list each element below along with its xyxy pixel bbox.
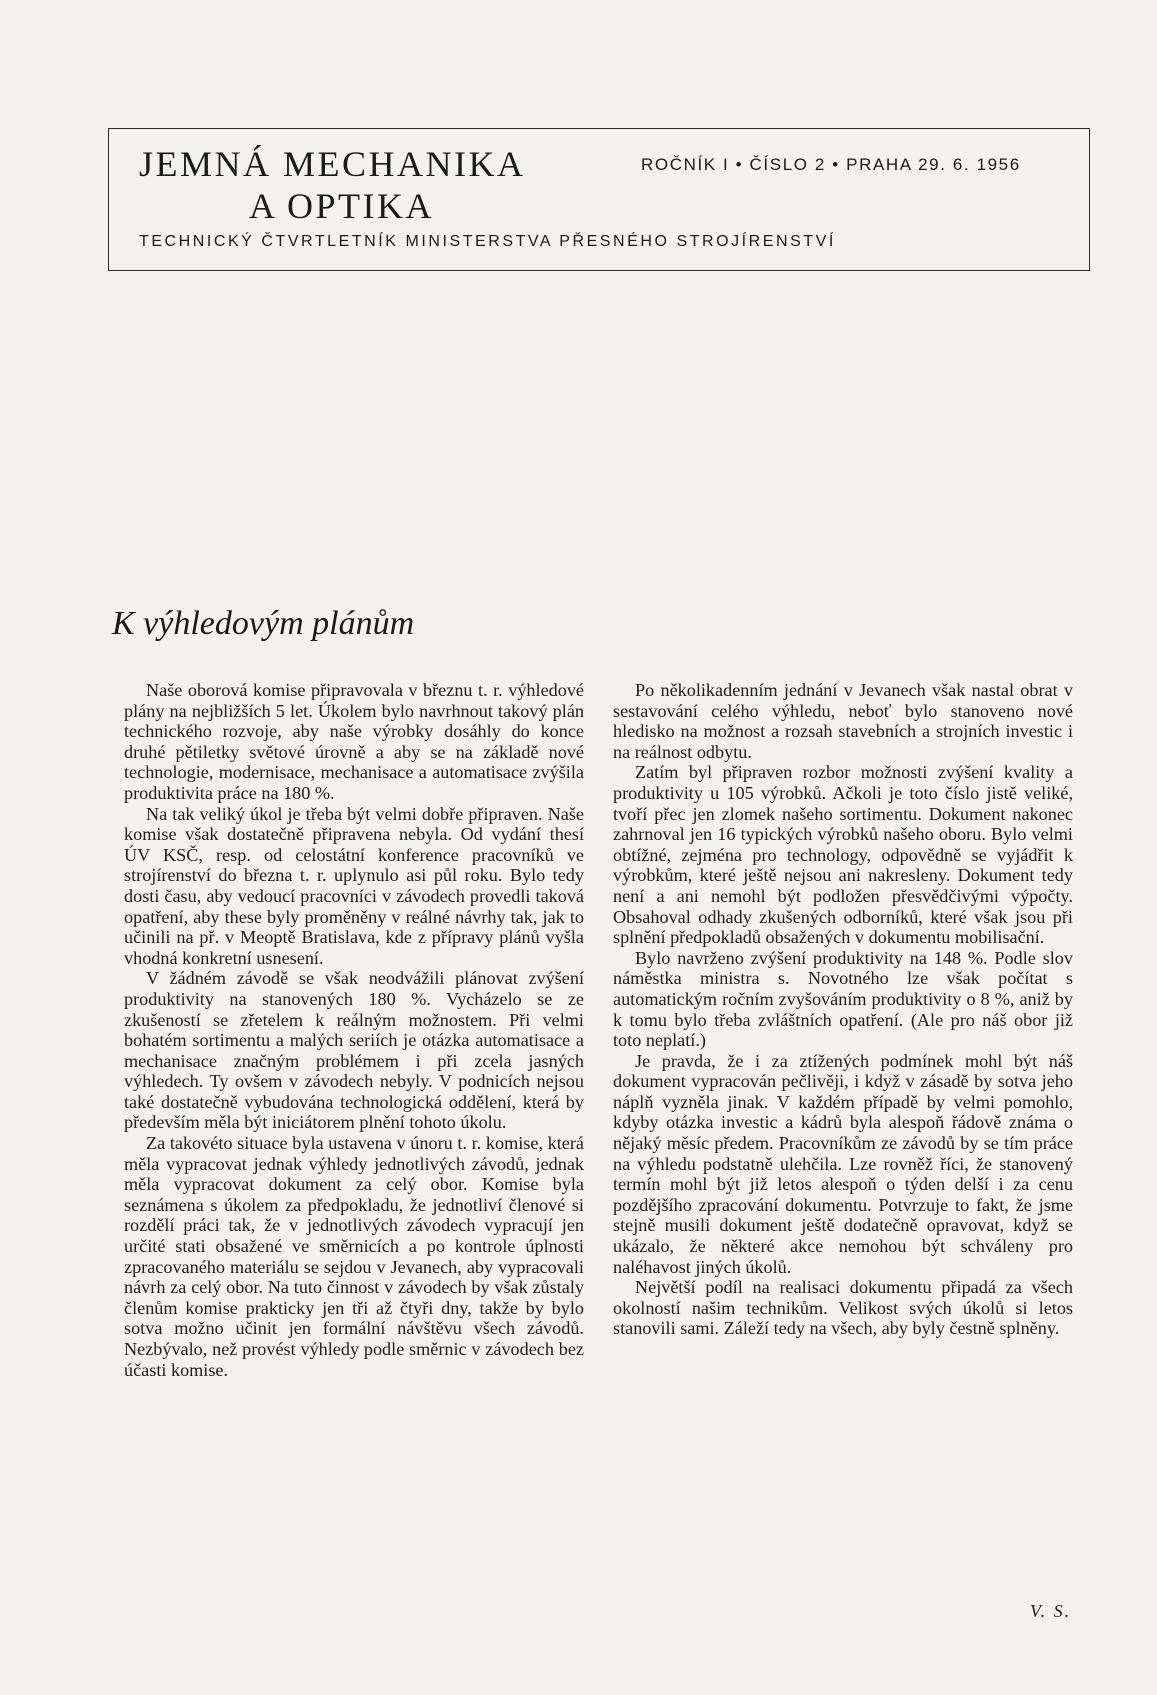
- article-column-left: [124, 680, 584, 1380]
- journal-title: [139, 143, 526, 227]
- journal-title-line-1: JEMNÁ MECHANIKA: [139, 144, 526, 184]
- paragraph: V žádném závodě se však neodvážili plánovat zvýšení produktivity na stanovených 180 %. Vycházelo se ze zkušeností se zřetelem k reálným možnostem. Při velmi bohatém sortimentu a malých seriích je otázka automatisace a mechanisace značným problémem i při zcela jasných výhledech. Ty ovšem v závodech nebyly. V podnicích nejsou také dostatečně vybudována technologická oddělení, která by především měla být iniciátorem plnění tohoto úkolu.: [124, 968, 584, 1133]
- paragraph: Největší podíl na realisaci dokumentu připadá za všech okolností našim technikům. Velikost svých úkolů si letos stanovili sami. Záleží tedy na všech, aby byly čestně splněny.: [613, 1277, 1073, 1339]
- issue-info: ROČNÍK I • ČÍSLO 2 • PRAHA 29. 6. 1956: [641, 155, 1021, 174]
- paragraph: Naše oborová komise připravovala v březnu t. r. výhledové plány na nejbližších 5 let. Úkolem bylo navrhnout takový plán technického rozvoje, aby naše výrobky dosáhly do konce druhé pětiletky světové úrovně a aby se na základě nové technologie, modernisace, mechanisace a automatisace zvýšila produktivita práce na 180 %.: [124, 680, 584, 803]
- paragraph: Na tak veliký úkol je třeba být velmi dobře připraven. Naše komise však dostatečně připravena nebyla. Od vydání thesí ÚV KSČ, resp. od celostátní konference pracovníků ve strojírenství do března t. r. uplynulo asi půl roku. Bylo tedy dosti času, aby vedoucí pracovníci v závodech provedli taková opatření, aby these byly proměněny v reálné návrhy tak, jak to učinili na př. v Meoptě Bratislava, kde z přípravy plánů vyšla vhodná konkretní usnesení.: [124, 803, 584, 968]
- paragraph: Je pravda, že i za ztížených podmínek mohl být náš dokument vypracován pečlivěji, i když v zásadě by sotva jeho náplň vyzněla jinak. V každém případě by velmi pomohlo, kdyby otázka investic a kádrů byla alespoň řádově známa o nějaký měsíc předem. Pracovníkům ze závodů by se tím práce na výhledu podstatně ulehčila. Lze rovněž říci, že stanovený termín mohl být již letos alespoň o týden delší i za cenu pozdějšího zpracování dokumentu. Potvrzuje to fakt, že jsme stejně musili dokument ještě dodatečně opravovat, když se ukázalo, že některé akce nemohou být schváleny pro naléhavost jiných úkolů.: [613, 1050, 1073, 1277]
- masthead: [108, 128, 1090, 271]
- journal-title-line-2: A OPTIKA: [249, 186, 435, 226]
- journal-subtitle: TECHNICKÝ ČTVRTLETNÍK MINISTERSTVA PŘESNÉHO STROJÍRENSTVÍ: [139, 233, 836, 250]
- article-title: K výhledovým plánům: [112, 605, 415, 642]
- article-column-right: [613, 680, 1073, 1339]
- paragraph: Zatím byl připraven rozbor možnosti zvýšení kvality a produktivity u 105 výrobků. Ačkoli je toto číslo jistě veliké, tvoří přec jen zlomek našeho sortimentu. Dokument nakonec zahrnoval jen 16 typických výrobků našeho oboru. Bylo velmi obtížné, zejména pro technology, odpovědně se vyjádřit k výrobkům, které ještě nejsou ani nakresleny. Dokument tedy není a ani nemohl být podložen přesvědčivými výpočty. Obsahoval odhady zkušených odborníků, které však jsou při splnění předpokladů obsažených v dokumentu mobilisační.: [613, 762, 1073, 948]
- paragraph: Po několikadenním jednání v Jevanech však nastal obrat v sestavování celého výhledu, neboť bylo stanoveno nové hledisko na možnost a rozsah stavebních a strojních investic i na reálnost odbytu.: [613, 680, 1073, 762]
- paragraph: Za takovéto situace byla ustavena v únoru t. r. komise, která měla vypracovat jednak výhledy jednotlivých závodů, jednak měla vypracovat dokument za celý obor. Komise byla seznámena s úkolem za předpokladu, že jednotliví členové si rozdělí práci tak, že v jednotlivých závodech vypracují jen určité stati obsažené ve směrnicích a po kontrole úplnosti zpracovaného materiálu se sejdou v Jevanech, aby vypracovali návrh za celý obor. Na tuto činnost v závodech by však zůstaly členům komise prakticky jen tři až čtyři dny, takže by bylo sotva možno učinit jen formální návštěvu všech závodů. Nezbývalo, než provést výhledy podle směrnic v závodech bez účasti komise.: [124, 1133, 584, 1380]
- paragraph: Bylo navrženo zvýšení produktivity na 148 %. Podle slov náměstka ministra s. Novotného lze však počítat s automatickým ročním zvyšováním produktivity o 8 %, aniž by k tomu bylo třeba zvláštních opatření. (Ale pro náš obor již toto neplatí.): [613, 947, 1073, 1051]
- author-signature: V. S.: [1030, 1601, 1072, 1621]
